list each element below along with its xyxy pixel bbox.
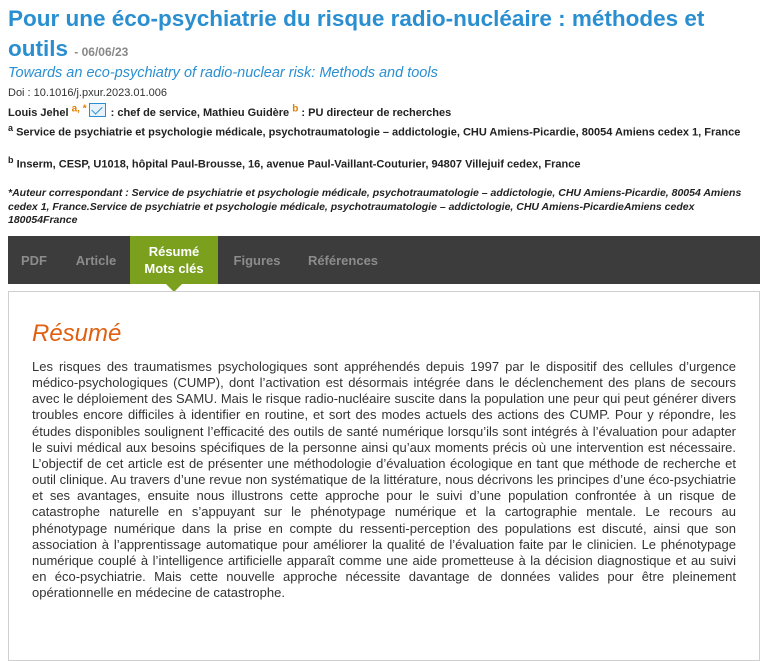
affiliation-b: [8, 153, 580, 172]
affiliation-a-text: Service de psychiatrie et psychologie médicale, psychotraumatologie – addictologie, CHU Amiens-Picardie, 80054 Amiens cedex 1, France: [16, 126, 741, 139]
english-title: Towards an eco-psychiatry of radio-nuclear risk: Methods and tools: [8, 65, 438, 81]
author-affiliation-sup: a, *: [71, 103, 87, 115]
tab-bar: [8, 236, 760, 284]
article-title-text: Pour une éco-psychiatrie du risque radio-nucléaire : méthodes et outils: [8, 6, 705, 61]
author-name[interactable]: Louis Jehel: [8, 107, 69, 119]
tab-figures[interactable]: Figures: [233, 252, 281, 268]
tab-pdf[interactable]: PDF: [21, 252, 47, 268]
abstract-text: Les risques des traumatismes psychologiques sont appréhendés depuis 1997 par le dispositif des cellules d’urgence médico-psychologiques (CUMP), dont l’activation est désormais intégrée dans le déclenchement des plans de secours avec le déploiement des SAMU. Mais le risque radio-nucléaire suscite dans la population une peur qui peut générer divers troubles encore difficiles à identifier en routine, et sort des modes actuels des actions des CUMP. Pour y répondre, les études disponibles soulignent l’efficacité des outils de santé numérique lorsqu’ils sont intégrés à l’évaluation pour adapter le suivi médical aux besoins spécifiques de la personne ainsi qu’aux moments précis où une intervention est nécessaire. L’objectif de cet article est de présenter une méthodologie d’évaluation écologique en tant que méthode de recherche et outil clinique. Au travers d’une revue non systématique de la littérature, nous décrivons les principes d’une éco-psychiatrie et ses avantages, ensuite nous illustrons cette approche pour le suivi d’une population confrontée à un risque de catastrophe naturelle en s’appuyant sur le phénotypage numérique et la cartographie mentale. Le recours au phénotypage numérique dans la prise en compte du ressenti-perception des populations est discuté, ainsi que son association à l’apprentissage automatique pour améliorer la qualité de l’évaluation faite par le clinicien. Le phénotypage numérique couplé à l’intelligence artificielle apparaît comme une aide prometteuse à la décision diagnostique et au suivi en éco-psychiatrie. Mais cette nouvelle approche nécessite davantage de données valides pour être pleinement opérationnelle en médecine de catastrophe.: [32, 359, 736, 601]
doi[interactable]: Doi : 10.1016/j.pxur.2023.01.006: [8, 87, 168, 99]
abstract-panel: [8, 291, 760, 661]
author-line: [8, 103, 451, 119]
author2-affiliation-sup: b: [292, 103, 299, 115]
envelope-icon[interactable]: [89, 103, 106, 117]
tab-resume-mots-cles[interactable]: [130, 236, 218, 284]
tab-resume-label: Résumé: [148, 244, 200, 259]
affiliation-a: [8, 121, 760, 140]
tab-article[interactable]: Article: [75, 252, 117, 268]
abstract-heading: Résumé: [32, 320, 122, 347]
correspondence: *Auteur correspondant : Service de psychiatrie et psychologie médicale, psychotraumatologie – addictologie, CHU Amiens-Picardie, 80054 Amiens cedex 1, France.Service de psychiatrie et psychologie médicale, psychotraumatologie – addictologie, CHU Amiens-PicardieAmiens cedex 180054France: [8, 187, 742, 226]
affiliation-b-label: b: [8, 155, 14, 165]
author-role: : chef de service, Mathieu Guidère: [110, 107, 290, 119]
affiliation-b-text: Inserm, CESP, U1018, hôpital Paul-Brousse, 16, avenue Paul-Vaillant-Couturier, 94807 Villejuif cedex, France: [16, 158, 581, 171]
tab-references[interactable]: Références: [307, 252, 379, 268]
affiliation-a-label: a: [8, 123, 14, 133]
author2-role: : PU directeur de recherches: [301, 107, 452, 119]
tab-mots-cles-label: Mots clés: [144, 261, 204, 276]
publication-date: - 06/06/23: [74, 45, 129, 59]
article-title: [8, 4, 760, 67]
